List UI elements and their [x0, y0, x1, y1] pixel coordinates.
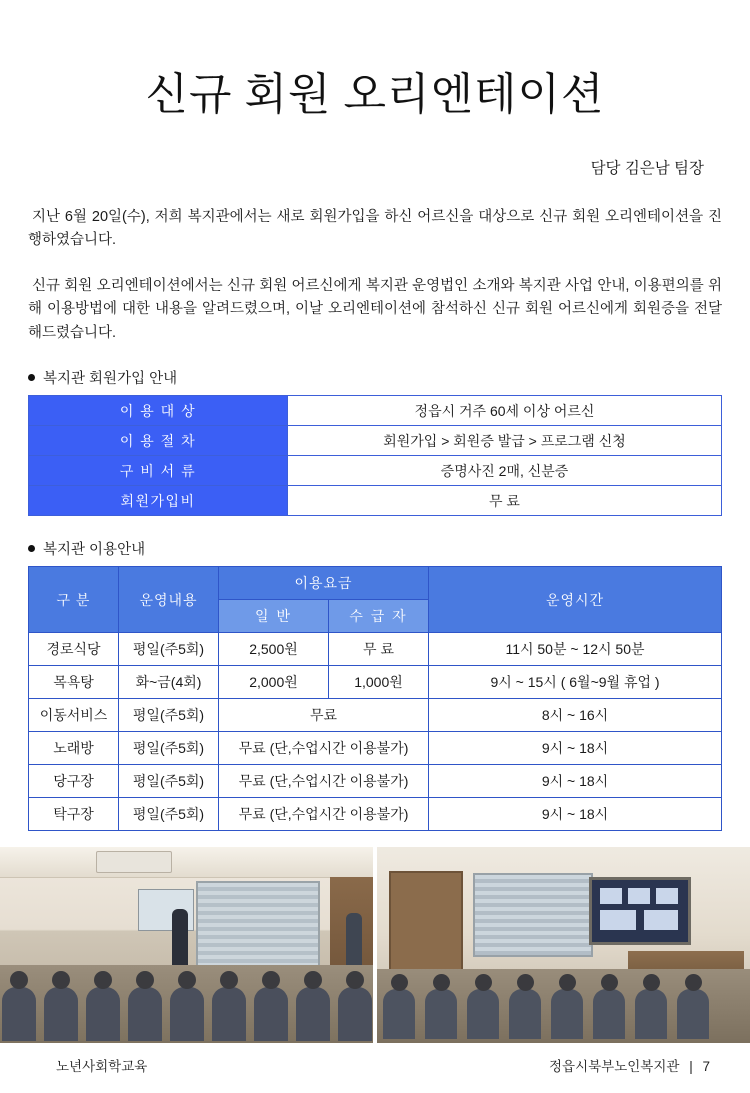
bullet-dot-icon — [28, 545, 35, 552]
row-label: 이 용 대 상 — [29, 396, 288, 426]
cell-operation: 평일(주5회) — [119, 765, 219, 798]
table-row — [29, 426, 722, 456]
row-label: 이 용 절 차 — [29, 426, 288, 456]
table-row — [29, 486, 722, 516]
cell-hours: 9시 ~ 18시 — [429, 798, 722, 831]
table-header-row — [29, 567, 722, 600]
body-paragraph-2: 신규 회원 오리엔테이션에서는 신규 회원 어르신에게 복지관 운영법인 소개와 복지관 사업 안내, 이용편의를 위해 이용방법에 대한 내용을 알려드렸으며, 이날 오리엔테이션에 참석하신 신규 회원 어르신에게 회원증을 전달해드렸습니다. — [28, 277, 722, 341]
page-footer — [56, 1055, 710, 1075]
cell-operation: 평일(주5회) — [119, 798, 219, 831]
bookshelf-shape — [389, 871, 463, 971]
facility-usage-table — [28, 566, 722, 831]
row-value: 증명사진 2매, 신분증 — [288, 456, 722, 486]
cell-fee-merged: 무료 — [219, 699, 429, 732]
footer-left-label: 노년사회학교육 — [56, 1059, 148, 1074]
body-paragraph-1: 지난 6월 20일(수), 저희 복지관에서는 새로 회원가입을 하신 어르신을 대상으로 신규 회원 오리엔테이션을 진행하였습니다. — [28, 209, 722, 249]
cell-type: 경로식당 — [29, 633, 119, 666]
cell-fee-general: 2,500원 — [219, 633, 329, 666]
membership-info-table — [28, 395, 722, 516]
photo-gallery — [0, 847, 750, 1043]
cell-operation: 화~금(4회) — [119, 666, 219, 699]
photo-ceiling — [0, 847, 373, 878]
cell-hours: 9시 ~ 18시 — [429, 732, 722, 765]
footer-right — [543, 1055, 710, 1075]
photo-orientation-1 — [0, 847, 373, 1043]
cell-fee-merged: 무료 (단,수업시간 이용불가) — [219, 798, 429, 831]
section-heading-usage-label: 복지관 이용안내 — [43, 542, 146, 559]
window-blinds-shape — [473, 873, 593, 957]
cell-operation: 평일(주5회) — [119, 633, 219, 666]
audience-group — [0, 965, 373, 1041]
cell-fee-benefit: 무 료 — [329, 633, 429, 666]
table-row — [29, 456, 722, 486]
row-value: 무 료 — [288, 486, 722, 516]
column-header-fee-general: 일 반 — [219, 600, 329, 633]
cell-type: 이동서비스 — [29, 699, 119, 732]
row-label: 구 비 서 류 — [29, 456, 288, 486]
audience-group — [377, 969, 750, 1039]
row-value: 정읍시 거주 60세 이상 어르신 — [288, 396, 722, 426]
cell-fee-merged: 무료 (단,수업시간 이용불가) — [219, 732, 429, 765]
cell-type: 탁구장 — [29, 798, 119, 831]
cell-type: 당구장 — [29, 765, 119, 798]
row-label: 회원가입비 — [29, 486, 288, 516]
cell-operation: 평일(주5회) — [119, 699, 219, 732]
table-row — [29, 732, 722, 765]
column-header-hours: 운영시간 — [429, 567, 722, 633]
footer-org-label: 정읍시북부노인복지관 — [549, 1059, 680, 1074]
cell-fee-general: 2,000원 — [219, 666, 329, 699]
table-row — [29, 396, 722, 426]
bullet-dot-icon — [28, 374, 35, 381]
section-heading-usage — [28, 538, 722, 559]
cell-hours: 9시 ~ 18시 — [429, 765, 722, 798]
table-row — [29, 699, 722, 732]
column-header-type: 구 분 — [29, 567, 119, 633]
cell-operation: 평일(주5회) — [119, 732, 219, 765]
section-heading-membership-label: 복지관 회원가입 안내 — [43, 371, 178, 388]
cell-hours: 8시 ~ 16시 — [429, 699, 722, 732]
cell-fee-merged: 무료 (단,수업시간 이용불가) — [219, 765, 429, 798]
air-conditioner-shape — [96, 851, 172, 873]
column-header-operation: 운영내용 — [119, 567, 219, 633]
section-heading-membership — [28, 367, 722, 388]
window-blinds-shape — [196, 881, 320, 971]
cell-type: 목욕탕 — [29, 666, 119, 699]
footer-page-number: 7 — [702, 1059, 710, 1074]
cell-hours: 11시 50분 ~ 12시 50분 — [429, 633, 722, 666]
row-value: 회원가입 > 회원증 발급 > 프로그램 신청 — [288, 426, 722, 456]
cell-fee-benefit: 1,000원 — [329, 666, 429, 699]
table-row — [29, 666, 722, 699]
byline: 담당 김은남 팀장 — [590, 160, 704, 177]
page-title: 신규 회원 오리엔테이션 — [145, 70, 605, 119]
document-page — [0, 40, 750, 1093]
table-row — [29, 765, 722, 798]
table-row — [29, 798, 722, 831]
footer-divider: | — [689, 1059, 693, 1074]
presenter-shape — [172, 909, 188, 967]
column-header-fee-group: 이용요금 — [219, 567, 429, 600]
column-header-fee-benefit: 수 급 자 — [329, 600, 429, 633]
cell-type: 노래방 — [29, 732, 119, 765]
table-row — [29, 633, 722, 666]
cell-hours: 9시 ~ 15시 ( 6월~9월 휴업 ) — [429, 666, 722, 699]
projection-screen-shape — [589, 877, 691, 945]
photo-orientation-2 — [377, 847, 750, 1043]
